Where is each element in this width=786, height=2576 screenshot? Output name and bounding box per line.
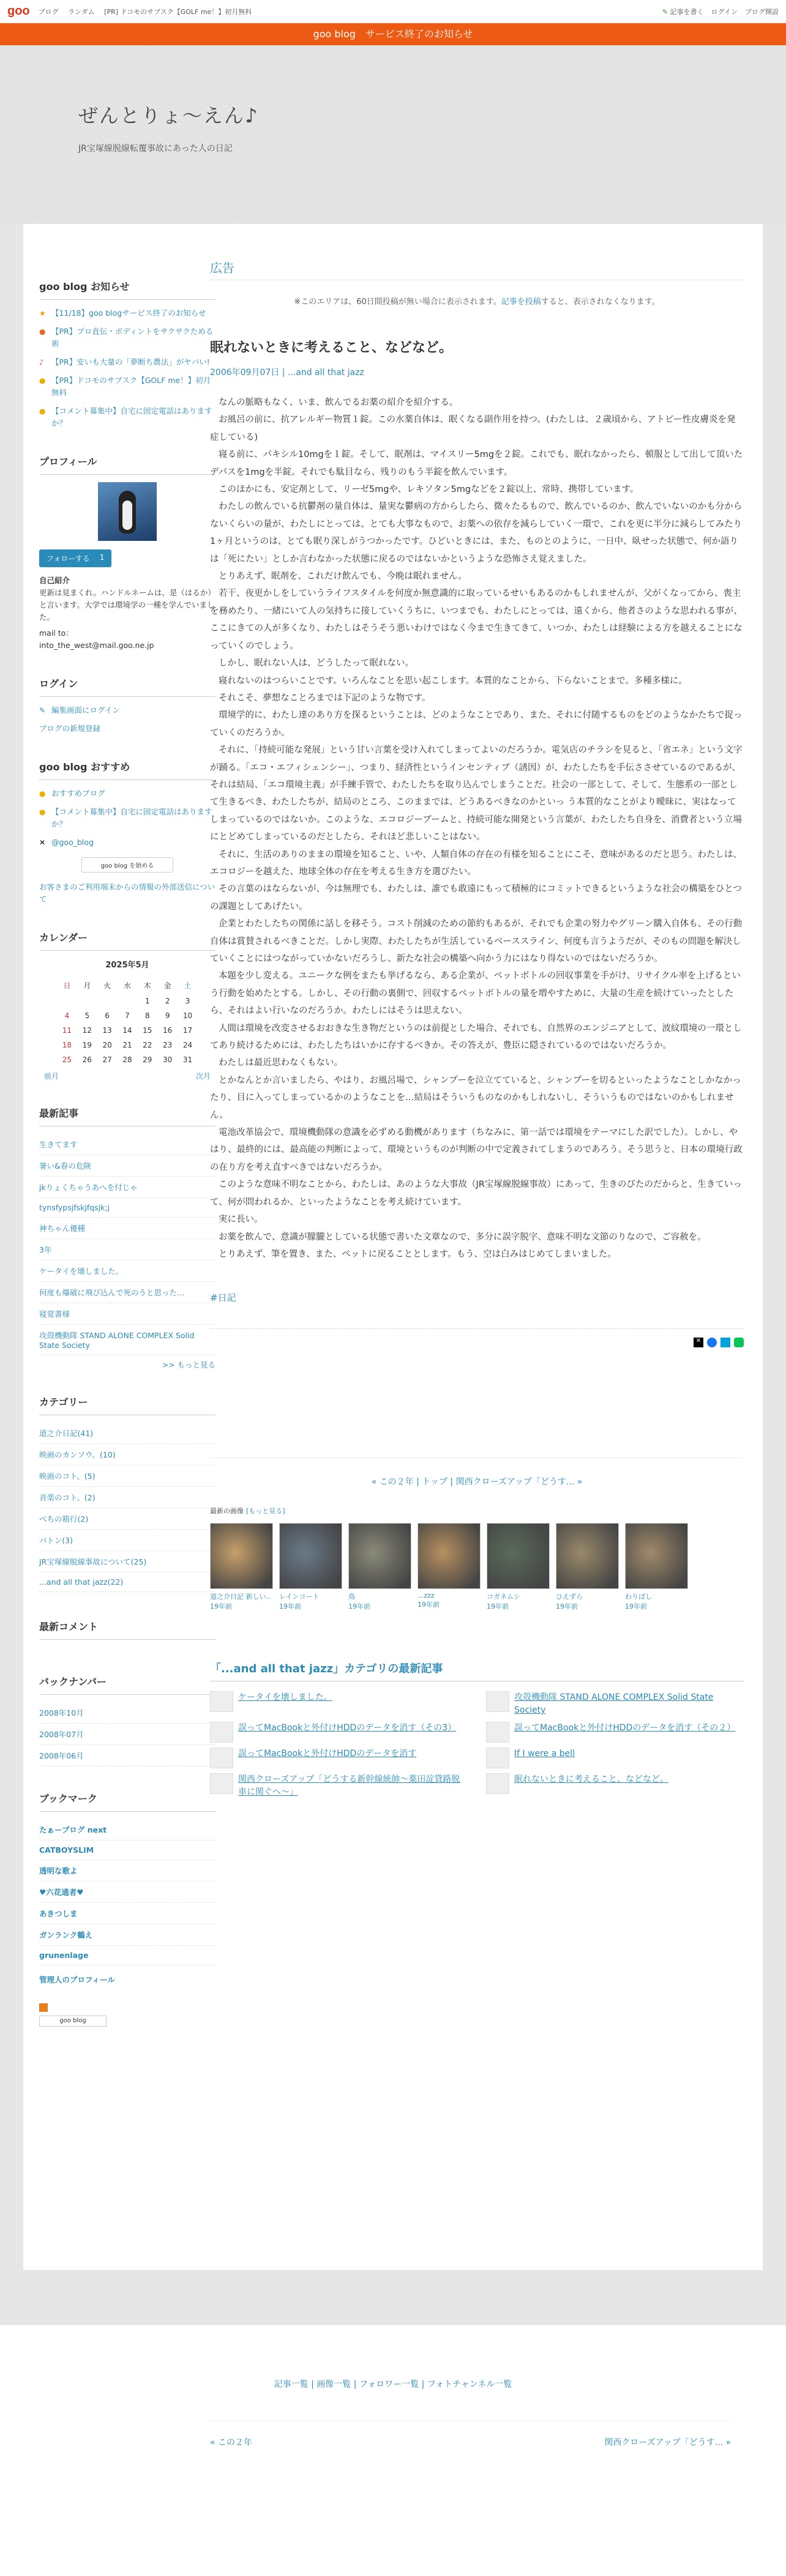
bulb-icon: ● (39, 789, 46, 798)
edit-login-label: 編集画面にログイン (51, 705, 120, 715)
entry-paragraph: 寝れないのはつらいことです。いろんなことを思い起こします。本質的なことから、下らないことまで。多種多様に。 (219, 676, 687, 686)
recommend-label: おすすめブログ (51, 789, 105, 798)
calendar-day: 11 (62, 1026, 72, 1035)
calendar-day: 19 (82, 1041, 92, 1049)
goo-logo[interactable]: goo (7, 4, 30, 18)
recommend-item[interactable] (39, 836, 215, 849)
entry-paragraph: 本題を少し変える。ユニークな例をまたも挙げるなら、ある企業が、ペットボトルの回収事業を手がけ、リサイクル率を上げるという行動を始めたとする。しかし、その行動の裏側で、回収するペットボトルの量を増やすために、大量の生産を続けていったとしたら、それはよい行いなのだろうか。わたしにはそうは思えない。 (210, 971, 741, 1016)
entry-paragraph: 人間は環境を改変させるおおきな生き物だというのは前提とした場合、それでも、自然界のエンジニアとして、波紋環境の一環としてあり続けるためには、わたしたちはいかに存するべきか。その答えが、豊臣に隠されているのではないだろうか。 (210, 1023, 742, 1051)
photo-thumb[interactable] (210, 1523, 273, 1611)
recent-item[interactable]: 暑い&春の危険 (39, 1155, 215, 1177)
notice-item[interactable] (39, 405, 215, 430)
photo-date: 19年前 (625, 1603, 647, 1611)
bulb-icon: ● (39, 808, 46, 816)
footer-links: 記事一覧 | 画像一覧 | フォロワー一覧 | フォトチャンネル一覧 (274, 2380, 512, 2389)
latest-item[interactable] (486, 1748, 744, 1768)
entry-paragraph: わたしの飲んでいる抗鬱剤の量自体は、量実な鬱病の方からしたら、微々たるもので、飲んでいるのか、飲んでいないのかも分からないくらいの量が、わたしにとっては、とても大事なもので、お薬への依存を減らしていく一環で、これを更に半分に減らしてみたり1ヶ月というのは、とても眠り深しがうつかったです。ひどいときには、また、ものとのように、一日中、臥せった状態で、何か語りは「死にたい」としか言わなかった状態に戻るのではないかというような恐怖さえ覚えました。 (210, 502, 743, 564)
recent-title: 最新記事 (39, 1106, 215, 1126)
calendar-day: 2 (165, 997, 170, 1005)
latest-item[interactable] (210, 1691, 468, 1717)
calendar-day: 8 (144, 1011, 150, 1020)
entry-paragraph: とりあえず、眠剤を、これだけ飲んでも、今晩は眠れません。 (219, 571, 467, 582)
calendar-weekday: 水 (123, 981, 131, 990)
footer-link[interactable]: フォトチャンネル一覧 (427, 2380, 512, 2389)
calendar-day: 27 (102, 1055, 112, 1064)
recent-item[interactable]: 生きてます (39, 1134, 215, 1155)
entry-paragraph: 実に長い。 (219, 1215, 263, 1225)
entry-paragraph: それこそ、夢想なことろまでは下記のような物です。 (219, 693, 431, 703)
photo-image[interactable] (279, 1523, 342, 1589)
photo-date: 19年前 (348, 1603, 370, 1611)
bookmark-item[interactable]: ガンランク鶴え (39, 1924, 215, 1946)
notice-item-label: 【11/18】goo blogサービス終了のお知らせ (51, 308, 206, 318)
photo-title[interactable]: ひえずら (556, 1593, 583, 1601)
bookmark-list (39, 1819, 215, 1965)
ad-note-suffix: すると、表示されなくなります。 (541, 297, 660, 307)
goo-notice-title: goo blog お知らせ (39, 279, 215, 300)
top-link-pr[interactable]: [PR] ドコモのサブスク【GOLF me！】初月無料 (104, 7, 252, 16)
recent-item[interactable]: tynsfypsjfskjfqsjk;j (39, 1198, 215, 1218)
calendar-title: カレンダー (39, 930, 215, 951)
photo-date: 19年前 (487, 1603, 509, 1611)
start-blog-badge[interactable]: goo blog を始める (81, 857, 173, 873)
category-item[interactable]: ぺちの箱行(2) (39, 1508, 215, 1530)
page-container (23, 224, 763, 2270)
entry-paragraph: お風呂の前に、抗アレルギー物質１錠。この水薬自体は、眠くなる副作用を持つ。(わたしは、２歳頃から、アトピー性皮膚炎を発症している) (210, 415, 736, 442)
photo-date: 19年前 (556, 1603, 578, 1611)
latest-item-label: 眠れないときに考えること、などなど。 (514, 1774, 668, 1785)
photo-thumb[interactable] (417, 1523, 481, 1611)
calendar-day: 5 (84, 1011, 90, 1020)
calendar-day: 3 (185, 997, 190, 1005)
category-item[interactable]: 音楽のコト。(2) (39, 1487, 215, 1508)
photo-thumb[interactable] (279, 1523, 342, 1611)
recommend-item[interactable] (39, 806, 215, 830)
category-item[interactable]: JR宝塚線脱線事故について(25) (39, 1551, 215, 1573)
recommend-item[interactable] (39, 787, 215, 800)
footer-band (0, 2270, 786, 2325)
entry-paragraph: このような意味不明なことから、わたしは、あのような大事故（JR宝塚線脱線事故）にあって、生きのびたのだからと、生きていって、何が問われるか、といったようなことを考え続けています。 (210, 1180, 742, 1207)
notice-item[interactable] (39, 356, 215, 368)
calendar-day (77, 994, 97, 1008)
category-item[interactable]: 道之介日記(41) (39, 1423, 215, 1444)
calendar-day: 25 (62, 1055, 72, 1064)
calendar-day: 10 (182, 1011, 193, 1020)
follow-button[interactable] (39, 549, 111, 567)
category-item[interactable]: 映画のカンソウ。(10) (39, 1444, 215, 1465)
category-list (39, 1423, 215, 1592)
calendar-weekday: 土 (184, 981, 192, 990)
photo-image[interactable] (487, 1523, 550, 1589)
calendar-month: 2025年5月 (105, 961, 149, 970)
blog-title[interactable]: ぜんとりょ～えん♪ (78, 104, 259, 127)
notice-item[interactable] (39, 307, 215, 319)
new-blog-link[interactable] (39, 723, 215, 735)
mail-address: into_the_west@mail.goo.ne.jp (39, 641, 154, 650)
recent-item[interactable]: 何度も爆破に飛び込んで死のうと思った… (39, 1282, 215, 1303)
hatena-share-icon[interactable] (720, 1338, 730, 1347)
article-thumb-icon (210, 1722, 233, 1743)
photo-image[interactable] (625, 1523, 688, 1589)
article-thumb-icon (210, 1748, 233, 1768)
recent-item[interactable]: 攻殻機動隊 STAND ALONE COMPLEX Solid State Society (39, 1325, 215, 1355)
calendar-next[interactable]: 次月 (195, 1072, 211, 1081)
photos-more-link[interactable]: [もっと見る] (246, 1507, 285, 1516)
new-blog-label: ブログの新規登録 (39, 724, 101, 733)
facebook-share-icon[interactable] (707, 1338, 717, 1347)
pen-icon: ✎ (39, 706, 46, 715)
entry-paragraph: なんの脈略もなく、いま、飲んでるお薬の紹介を紹介する。 (219, 398, 458, 408)
latest-item[interactable] (210, 1748, 468, 1768)
notice-item-label: 【PR】ドコモのサブスク【GOLF me！】初月無料 (51, 376, 211, 397)
goo-blog-badge[interactable]: goo blog (39, 2016, 107, 2027)
rss-icon[interactable] (39, 2003, 48, 2012)
calendar-table (57, 977, 198, 1067)
category-item[interactable]: バトン(3) (39, 1530, 215, 1551)
calendar-day: 23 (163, 1041, 173, 1049)
write-post-label: 記事を書く (670, 7, 704, 16)
latest-item[interactable] (486, 1773, 744, 1799)
bookmark-item[interactable]: 透明な歌よ (39, 1860, 215, 1882)
top-links (39, 7, 260, 17)
calendar-day: 22 (143, 1041, 152, 1049)
entry-paragraph: とりあえず、筆を置き、また、ペットに戻ることとします。もう、空は白みはじめてしまいました。 (219, 1249, 616, 1259)
recommend-title: goo blog おすすめ (39, 759, 215, 780)
twitter-icon: ✕ (39, 838, 46, 847)
recent-item[interactable]: 3年 (39, 1239, 215, 1260)
post-article-link[interactable]: 記事を投稿 (501, 297, 541, 307)
photo-date: 19年前 (279, 1603, 301, 1611)
music-icon: ♪ (39, 358, 44, 367)
article-thumb-icon (486, 1773, 509, 1794)
backnumber-title: バックナンバー (39, 1674, 215, 1695)
service-end-notice[interactable]: goo blog サービス終了のお知らせ (0, 23, 786, 45)
entry-paragraph: その言葉のはならないが、今は無理でも、わたしは、誰でも敢遠にもって積極的にコミットできるというような社会の構築をひとつの課題としてあげたい。 (210, 884, 742, 912)
photos-label: 最新の画像 (210, 1507, 244, 1516)
recommend-label: 【コメント募集中】自宅に固定電話はありますか？ (51, 807, 212, 828)
calendar-day: 28 (122, 1055, 132, 1064)
ad-title: 広告 (210, 258, 744, 280)
open-blog-link[interactable]: ブログ開設 (745, 7, 779, 16)
entry-paragraph: 若干、夜更かしをしていうライフスタイルを何度か無意識的に取っているせいもあるのかもしれませんが、父がくなってから、喪主を務めたり、一緒にいて人の気持ちに接していくうちに、いつまでも、わたしにとっては、遠くから、他者さのような思われる事が、ここにきての人が多くなり、わたしはそうそう悪いわけではなく今まで生きてきて、いつか、わたしは経験による方を越えることになっていくのでしょう。 (210, 589, 743, 651)
profile-name: 自己紹介 (39, 576, 70, 585)
photo-image[interactable] (417, 1523, 481, 1589)
notice-item-label: 【コメント募集中】自宅に固定電話はありますか？ (51, 406, 212, 428)
nav-next[interactable]: 関西クローズアップ「どうす... » (455, 1477, 583, 1487)
recent-item[interactable]: jkりょくちゃうあへを付じゃ (39, 1177, 215, 1198)
calendar-day: 12 (82, 1026, 92, 1035)
calendar-day (57, 994, 77, 1008)
calendar-day: 13 (102, 1026, 112, 1035)
entry-paragraph: お薬を飲んで、意識が朦朧としている状態で書いた文章なので、多分に誤字脱字、意味不明な文節のりなので、ご容赦を。 (219, 1232, 706, 1242)
calendar-day: 17 (182, 1026, 193, 1035)
photo-title[interactable]: コガネムシ (487, 1593, 520, 1601)
photo-title[interactable]: レインコート (279, 1593, 320, 1601)
photo-thumbs (210, 1523, 744, 1611)
calendar-weekday: 金 (163, 981, 171, 990)
calendar-weekday: 月 (83, 981, 91, 990)
mail-label: mail to： (39, 628, 73, 638)
entry-paragraph: わたしは最近思わなくもない。 (219, 1058, 343, 1068)
share-buttons (210, 1338, 744, 1347)
calendar-day: 26 (82, 1055, 92, 1064)
photo-thumb[interactable] (556, 1523, 619, 1611)
calendar-day: 1 (144, 997, 150, 1005)
category-item[interactable]: ...and all that jazz(22) (39, 1573, 215, 1592)
bookmark-item[interactable]: CATBOYSLIM (39, 1841, 215, 1860)
calendar-day: 24 (182, 1041, 193, 1049)
edit-login-link[interactable] (39, 704, 215, 717)
entry-paragraph: それに、生活のありのままの環境を知ること、いや、人類自体の存在の有様を知ることにこそ、意味があるのだと思う。わたしは、エコロジーを越えた、地球全体の存在を考える生き方を選びたい。 (210, 849, 742, 877)
backnumber-item[interactable]: 2008年07月 (39, 1724, 215, 1745)
latest-item-label: If I were a bell (514, 1749, 575, 1759)
bookmark-item[interactable]: たぁーブログ next (39, 1819, 215, 1841)
line-share-icon[interactable] (734, 1338, 744, 1347)
photo-date: 19年前 (210, 1603, 232, 1611)
photo-date: 19年前 (417, 1601, 440, 1609)
latest-item[interactable] (486, 1722, 744, 1743)
nav-prev[interactable]: « この２年 (371, 1477, 414, 1487)
bookmark-item[interactable]: ♥六花通者♥ (39, 1882, 215, 1903)
latest-item-label: 関西クローズアップ「どうする新幹線統帥～薬田淀貸路脱車に関ぐへ～」 (238, 1774, 460, 1798)
entry-body (210, 394, 744, 1263)
entry-paragraph: 企業とわたしたちの関係に話しを移そう。コスト削減のための節約もあるが、それでも企業の努力やグリーン購入自体も、その行動自体は賞賛されるべきことだ。しかし実際、わたしたちが生活しているベーススライン、何度も言うようだが、そのもの問題を解決していくことにはつながっていかないだろうし、新たな社会の構築へ向かう力にはなり得ないのではないだろうか。 (210, 919, 743, 964)
follow-label: フォローする (47, 554, 90, 563)
footer (0, 2325, 786, 2576)
photo-image[interactable] (556, 1523, 619, 1589)
entry-title[interactable]: 眠れないときに考えること、などなど。 (210, 340, 453, 356)
top-link-random[interactable]: ランダム (68, 7, 95, 16)
footer-link[interactable]: 画像一覧 (316, 2380, 351, 2389)
calendar-day: 16 (163, 1026, 173, 1035)
latest-item[interactable] (486, 1691, 744, 1717)
goo-notice-list (39, 307, 215, 430)
top-link-blog[interactable]: ブログ (38, 7, 59, 16)
calendar-day: 6 (105, 1011, 110, 1020)
category-item[interactable]: 映画のコト。(5) (39, 1465, 215, 1487)
latest-item-label: 攻殻機動隊 STAND ALONE COMPLEX Solid State Society (514, 1692, 714, 1716)
footer-link[interactable]: 記事一覧 (274, 2380, 309, 2389)
backnumber-item[interactable]: 2008年10月 (39, 1702, 215, 1724)
article-thumb-icon (210, 1691, 233, 1712)
calendar-weekday: 火 (103, 981, 111, 990)
footer-nav (210, 2421, 731, 2448)
login-title: ログイン (39, 676, 215, 697)
footer-next[interactable]: 関西クローズアップ「どうす... » (604, 2438, 731, 2448)
bookmark-item[interactable]: あきつしま (39, 1903, 215, 1924)
profile-title: プロフィール (39, 454, 215, 475)
admin-profile-link[interactable]: 管理人のプロフィール (39, 1975, 115, 1984)
recent-item[interactable]: ケータイを壊しました。 (39, 1260, 215, 1282)
recommend-label: @goo_blog (51, 838, 94, 847)
calendar-day: 7 (125, 1011, 130, 1020)
photo-thumb[interactable] (348, 1523, 411, 1611)
entry-nav: « この２年 | トップ | 関西クローズアップ「どうす... » (210, 1457, 744, 1487)
article-thumb-icon (486, 1691, 509, 1712)
entry-tag[interactable]: #日記 (210, 1291, 744, 1329)
calendar-day: 20 (102, 1041, 112, 1049)
entry-paragraph: 環境学的に、わたし達のあり方を探るということは、どのようなことであり、また、それに付随するものをどのようなかたちで捉っていくのだろうか。 (210, 710, 743, 738)
calendar-day: 31 (182, 1055, 193, 1064)
entry-date[interactable]: 2006年09月07日 (210, 368, 280, 378)
photo-title[interactable]: わりばし (625, 1593, 652, 1601)
footer-link[interactable]: フォロワー一覧 (359, 2380, 419, 2389)
more-link[interactable]: >> もっと見る (162, 1360, 215, 1369)
calendar-day: 21 (122, 1041, 132, 1049)
blog-subtitle: JR宝塚線脱線転覆事故にあった人の日記 (78, 144, 233, 154)
bulb-icon: ● (39, 376, 46, 385)
latest-category-list (210, 1691, 744, 1799)
follow-count: 1 (99, 553, 105, 562)
bulb-icon: ● (39, 407, 46, 415)
photos-header (210, 1506, 744, 1516)
entry-paragraph: 電池改革協会で、環境機動隊の意識を必ずめる動機があります（ちなみに、第一話では環境をテーマにした訳でした）。しかし、やはり、最終的には、最高能の判断によって、環境というものが判断の中で定義されてしまうのであろう。そう思うと、日本の環境行政の在り方を考え直すべきではないだろうか。 (210, 1128, 743, 1172)
calendar-day (118, 994, 138, 1008)
article-thumb-icon (486, 1748, 509, 1768)
notice-item-label: 【PR】安いも大量の「夢断ち農法」がヤバい! (51, 357, 210, 367)
comments-title: 最新コメント (39, 1619, 215, 1640)
calendar-day: 30 (163, 1055, 173, 1064)
profile-avatar[interactable] (98, 482, 157, 541)
photo-title[interactable]: ...zzz (417, 1591, 435, 1600)
photo-thumb[interactable] (625, 1523, 688, 1611)
calendar-day: 4 (64, 1011, 70, 1020)
bookmark-title: ブックマーク (39, 1791, 215, 1812)
notice-item[interactable] (39, 374, 215, 399)
photo-image[interactable] (210, 1523, 273, 1589)
photo-title[interactable]: 道之介日記 新しい.. (210, 1593, 271, 1601)
calendar-prev[interactable]: 前月 (44, 1072, 59, 1081)
latest-item-label: 誤ってMacBookと外付けHDDのデータを消す（その3） (238, 1723, 457, 1733)
calendar-day: 29 (143, 1055, 152, 1064)
recent-list (39, 1134, 215, 1355)
latest-item-label: ケータイを壊しました。 (238, 1692, 332, 1703)
calendar-day: 18 (62, 1041, 72, 1049)
calendar-weekday: 日 (63, 981, 71, 990)
latest-item[interactable] (210, 1722, 468, 1743)
calendar-weekday: 木 (143, 981, 151, 990)
entry-paragraph: しかし、眠れない人は、どうしたって眠れない。 (219, 658, 414, 669)
calendar-day: 15 (143, 1026, 152, 1035)
entry-paragraph: このほかにも、安定剤として、リーゼ5mgや、レキソタン5mgなどを２錠以上、常時、携帯しています。 (219, 485, 639, 495)
calendar-day: 9 (165, 1011, 170, 1020)
entry-paragraph: それに、「持続可能な発展」という甘い言葉を受け入れてしまってよいのだろうか。電気店のチラシを見ると、「省エネ」という文字が踊る。「エコ・エフィシェンシー」、つまり、経済性というインセンティブ（誘因）が、わたしたちを手伝ささせているのであるが、それは結局、「エコ環境主義」が手練手管で、わたしたちを取り込んでしまうことだ。社会の一部として、そして、生態系の一部として生きるべき、わたしたちが、結局のところ、このままでは、どうあるべきなのかといっ う本質的なことがより曖昧に、実はなってしまっているのではないか。このような、エコロジーブームと、持続可能な開発という言葉が、わたしたち自身を、消費者という立場にとどめてしまっているのだとしたら、それほど悲しいことはない。 (210, 745, 743, 843)
photo-image[interactable] (348, 1523, 411, 1589)
main-content (210, 224, 744, 1799)
recent-item[interactable]: 寝覚書様 (39, 1303, 215, 1325)
latest-item-label: 誤ってMacBookと外付けHDDのデータを消す (238, 1749, 417, 1759)
article-thumb-icon (210, 1773, 233, 1794)
login-list (39, 704, 215, 735)
top-bar (0, 0, 786, 23)
write-post-button[interactable] (662, 7, 704, 17)
entry-category[interactable]: ...and all that jazz (287, 368, 364, 378)
entry-meta: 2006年09月07日 | ...and all that jazz (210, 368, 364, 378)
latest-item[interactable] (210, 1773, 468, 1799)
profile-text: 更新は見まくれ。ハンドルネームは、是（はるか）と言います。大学では環境学の一種を学んでいました。 (39, 588, 215, 622)
recommend-list (39, 787, 215, 849)
category-title: カテゴリー (39, 1394, 215, 1415)
blog-header (0, 45, 786, 224)
bookmark-item[interactable]: grunenlage (39, 1946, 215, 1965)
recent-item[interactable]: 神ちゃん優種 (39, 1218, 215, 1239)
calendar-day: 14 (122, 1026, 132, 1035)
ad-note-prefix: ※このエリアは、60日間投稿が無い場合に表示されます。 (294, 297, 501, 307)
ad-note (210, 295, 744, 307)
photo-title[interactable]: 鳥 (348, 1593, 355, 1601)
notice-item-label: 【PR】プロ直伝・ボディントをサクサクためる術 (51, 327, 214, 348)
star-icon: ★ (39, 309, 46, 318)
x-share-icon[interactable]: ✕ (694, 1338, 703, 1347)
bag-icon: ● (39, 327, 46, 336)
photo-thumb[interactable] (487, 1523, 550, 1611)
article-thumb-icon (486, 1722, 509, 1743)
calendar-day (97, 994, 118, 1008)
external-info-link[interactable]: お客さまのご利用端末からの情報の外部送信について (39, 882, 215, 904)
footer-prev[interactable]: « この２年 (210, 2438, 253, 2448)
penguin-belly (122, 501, 132, 530)
backnumber-list (39, 1702, 215, 1766)
latest-item-label: 誤ってMacBookと外付けHDDのデータを消す（その２） (514, 1723, 736, 1733)
latest-category-title: 「...and all that jazz」カテゴリの最新記事 (210, 1660, 744, 1681)
login-link[interactable]: ログイン (711, 7, 738, 16)
entry-paragraph: 寝る前に、パキシル10mgを１錠。そして、眠剤は、マイスリー5mgを２錠。これでも、眠れなかったら、頓服として出して頂いたデパスを1mgを半錠。それでも駄目なら、残りのもう半錠を飲んでいます。 (210, 450, 743, 477)
nav-top[interactable]: トップ (422, 1477, 447, 1487)
pen-icon: ✎ (662, 7, 668, 16)
backnumber-item[interactable]: 2008年06月 (39, 1745, 215, 1766)
sidebar (39, 224, 215, 2027)
notice-item[interactable] (39, 326, 215, 350)
entry-paragraph: とかなんとか言いましたら、やはり、お風呂場で、シャンプーを泣立てていると、シャンプーを切るといったようなことしかなかったり、目に入ってしまっているかのようなことを…結局はそういうものなのかもしれないし、そういうものではないのかもしれません。 (210, 1075, 741, 1120)
